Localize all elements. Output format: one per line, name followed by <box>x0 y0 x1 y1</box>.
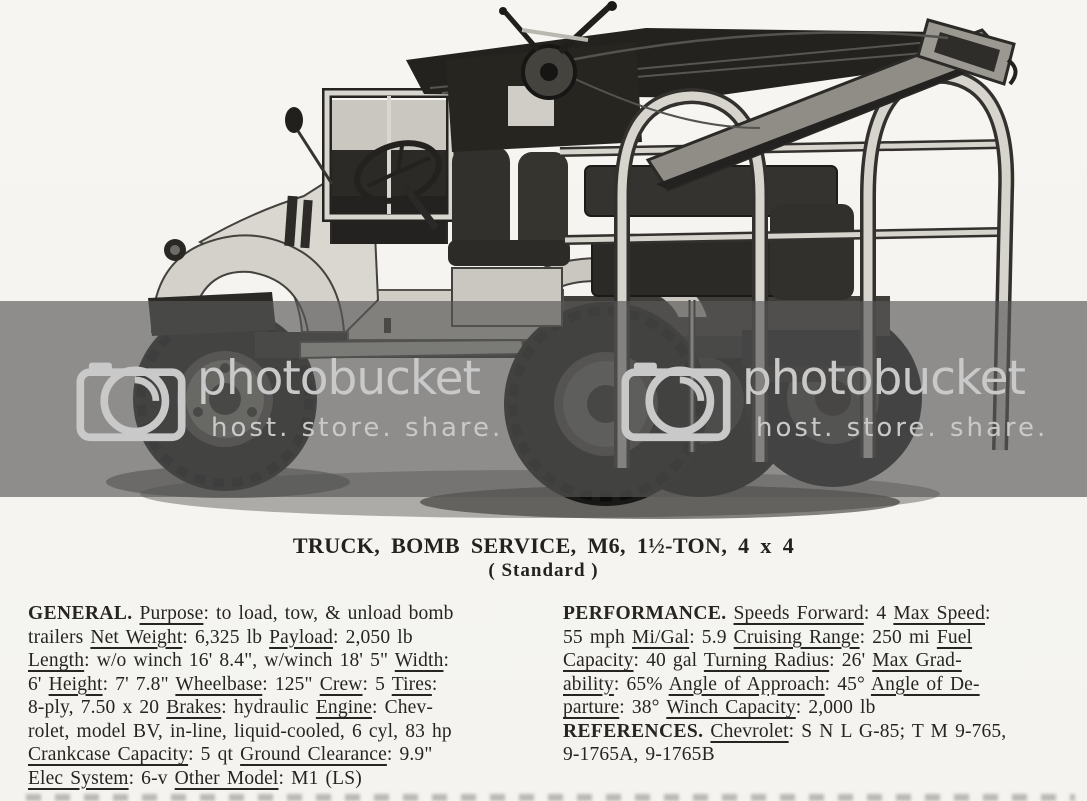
spec-line: rolet, model BV, in-line, liquid-cooled, 6 cyl, 83 hp <box>28 720 452 742</box>
watermark-band <box>0 301 1087 497</box>
spec-line: Elec System: 6-v Other Model: M1 (LS) <box>28 767 362 789</box>
spec-line: Crankcase Capacity: 5 qt Ground Clearance: 9.9" <box>28 744 433 765</box>
spec-line: 9-1765A, 9-1765B <box>563 744 715 765</box>
camera-icon <box>75 355 187 443</box>
cut-off-text-strip <box>26 794 1075 801</box>
page-title: TRUCK, BOMB SERVICE, M6, 1½-TON, 4 x 4 <box>292 533 795 558</box>
page-subtitle: ( Standard ) <box>488 560 599 581</box>
spec-line: Capacity: 40 gal Turning Radius: 26' Max Grad- <box>563 650 962 671</box>
spec-column-performance <box>563 602 1083 790</box>
caption-block <box>0 533 1087 582</box>
spec-line: 8-ply, 7.50 x 20 Brakes: hydraulic Engine: Chev- <box>28 697 434 718</box>
watermark-brand: photobucket <box>197 351 480 406</box>
watermark-brand: photobucket <box>742 351 1025 406</box>
watermark-tagline: host. store. share. <box>756 413 1049 443</box>
spec-line: Length: w/o winch 16' 8.4", w/winch 18' 5" Width: <box>28 650 450 671</box>
spec-line: 6' Height: 7' 7.8" Wheelbase: 125" Crew: 5 Tires: <box>28 673 438 695</box>
spec-line: REFERENCES. Chevrolet: S N L G-85; T M 9-765, <box>563 720 1007 742</box>
spec-line: ability: 65% Angle of Approach: 45° Angle of De- <box>563 673 980 695</box>
spec-line: parture: 38° Winch Capacity: 2,000 lb <box>563 697 876 718</box>
spec-line: trailers Net Weight: 6,325 lb Payload: 2,050 lb <box>28 626 413 648</box>
spec-line: PERFORMANCE. Speeds Forward: 4 Max Speed: <box>563 603 991 624</box>
spec-line: GENERAL. Purpose: to load, tow, & unload bomb <box>28 603 454 624</box>
spec-section <box>28 602 1083 790</box>
spec-line: 55 mph Mi/Gal: 5.9 Cruising Range: 250 mi Fuel <box>563 626 973 648</box>
spec-column-general <box>28 602 540 790</box>
watermark-tagline: host. store. share. <box>211 413 504 443</box>
camera-icon <box>620 355 732 443</box>
